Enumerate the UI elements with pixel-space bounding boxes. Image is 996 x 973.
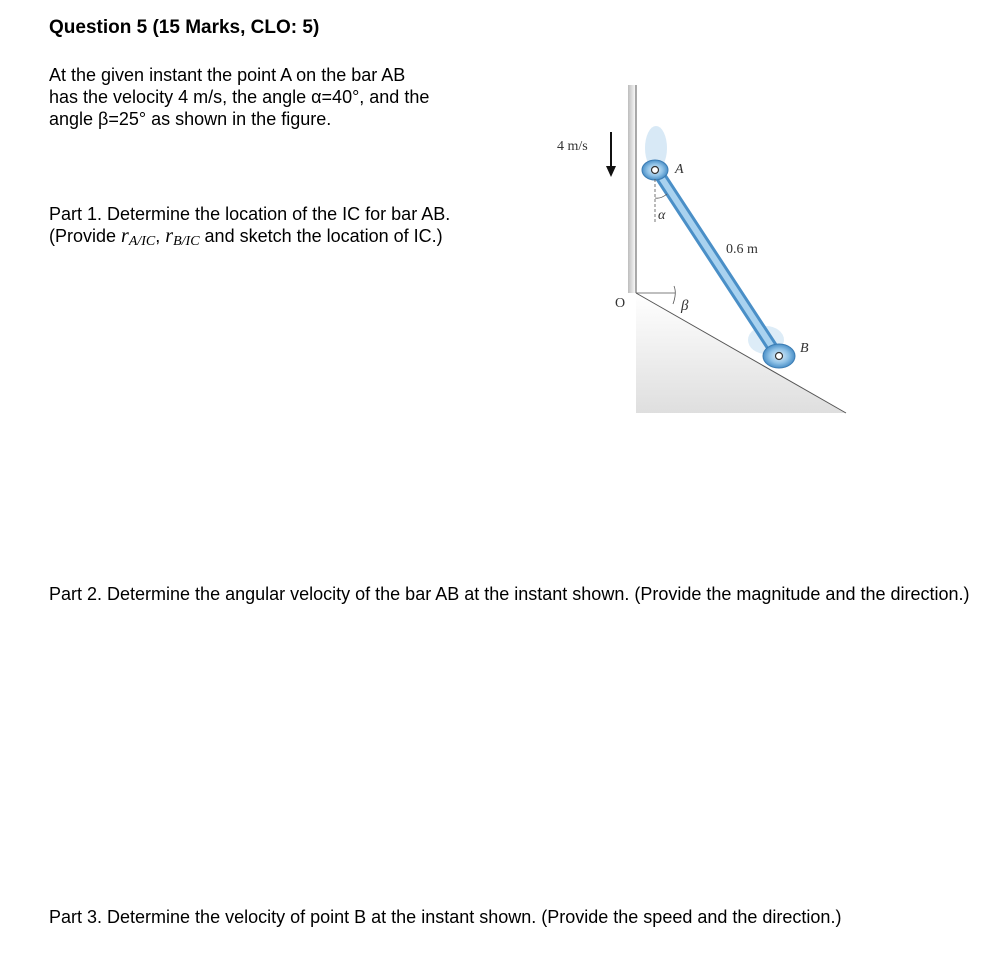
question-intro bbox=[49, 64, 489, 130]
velocity-arrowhead bbox=[606, 166, 616, 177]
part1-text-after: and sketch the location of IC.) bbox=[199, 226, 443, 246]
question-title: Question 5 (15 Marks, CLO: 5) bbox=[49, 17, 320, 38]
alpha-arc bbox=[655, 194, 667, 198]
bar-ab-figure bbox=[540, 80, 860, 420]
intro-line-1: At the given instant the point A on the bar AB bbox=[49, 65, 406, 85]
label-b: B bbox=[800, 341, 809, 356]
part2-text: Part 2. Determine the angular velocity of the bar AB at the instant shown. (Provide the magnitude and the direction.) bbox=[49, 584, 970, 604]
part3-text: Part 3. Determine the velocity of point B at the instant shown. (Provide the speed and the direction.) bbox=[49, 907, 842, 927]
part1-text bbox=[49, 203, 489, 253]
intro-line-3: angle β=25° as shown in the figure. bbox=[49, 109, 332, 129]
length-label: 0.6 m bbox=[726, 242, 758, 257]
intro-line-2: has the velocity 4 m/s, the angle α=40°, and the bbox=[49, 87, 430, 107]
pin-a bbox=[652, 167, 659, 174]
part1-text-before: Part 1. Determine the location of the IC for bar AB. (Provide bbox=[49, 204, 451, 246]
beta-arc bbox=[673, 286, 675, 304]
pin-b bbox=[776, 353, 783, 360]
origin-label: O bbox=[615, 296, 626, 311]
label-a: A bbox=[675, 162, 684, 177]
alpha-label: α bbox=[658, 208, 666, 223]
part1-comma: , bbox=[155, 226, 166, 246]
r-a-ic-symbol: $r_{A/IC}$ bbox=[121, 225, 156, 249]
r-b-ic-symbol: $r_{B/IC}$ bbox=[165, 225, 200, 249]
beta-label: β bbox=[681, 298, 689, 314]
velocity-label: 4 m/s bbox=[557, 139, 588, 154]
vertical-wall bbox=[628, 85, 636, 293]
